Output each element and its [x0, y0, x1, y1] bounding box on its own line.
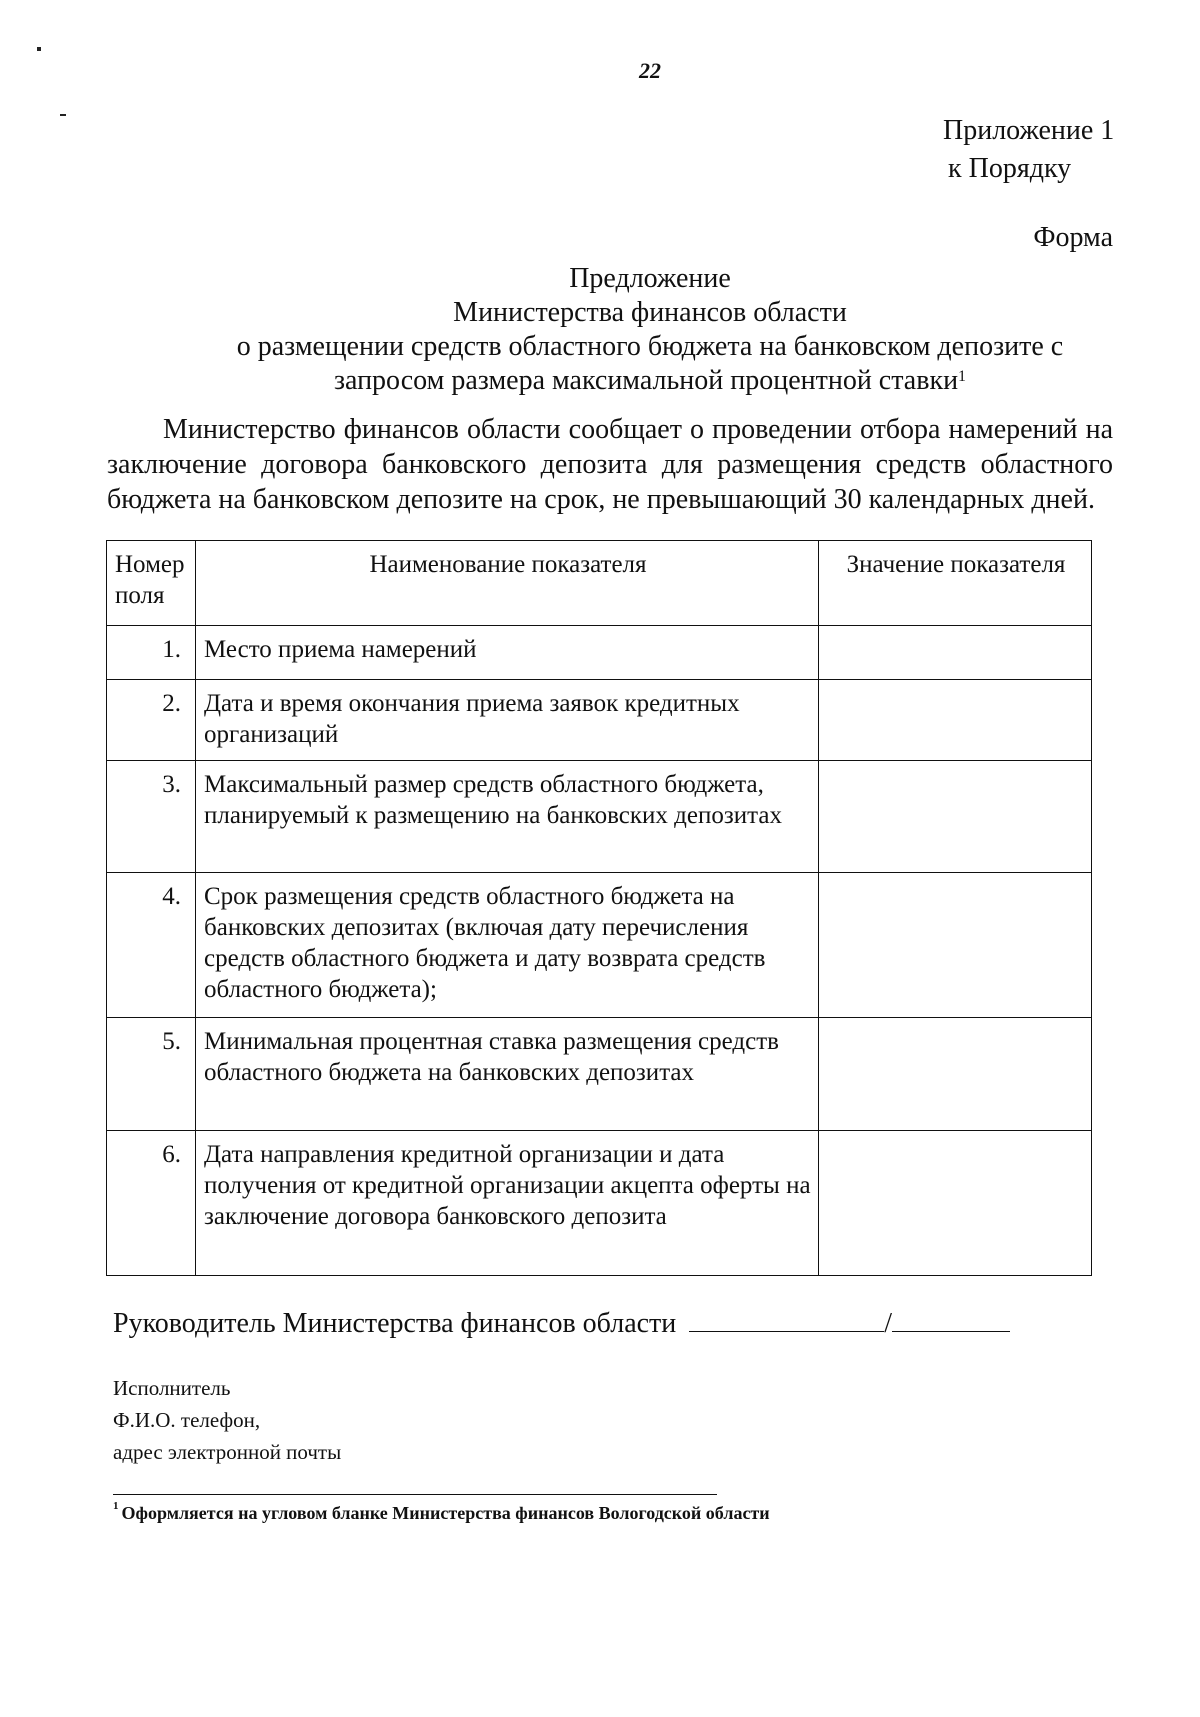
row-indicator-name: Место приема намерений: [196, 626, 819, 680]
row-indicator-name: Срок размещения средств областного бюджета на банковских депозитах (включая дату перечисления средств областного бюджета и дату возврата средств областного бюджета);: [196, 873, 819, 1018]
signature-blank[interactable]: [689, 1305, 884, 1332]
executor-line-1: Исполнитель: [113, 1376, 231, 1400]
intro-paragraph: Министерство финансов области сообщает о проведении отбора намерений на заключение договора банковского депозита для размещения средств областного бюджета на банковском депозите на срок, не превышающий 30 календарных дней.: [107, 414, 1113, 515]
row-indicator-value[interactable]: [819, 1018, 1092, 1131]
table-row: [107, 761, 1092, 873]
signature-separator: /: [884, 1308, 893, 1339]
table-row: [107, 1131, 1092, 1276]
table-row: [107, 1018, 1092, 1131]
footnote-mark: 1: [113, 1500, 119, 1512]
name-blank[interactable]: [892, 1305, 1010, 1332]
title-line-4-text: запросом размера максимальной процентной ставки: [333, 365, 959, 396]
appendix-reference: [943, 112, 1114, 188]
parameters-table: [106, 540, 1092, 1276]
header-field-number: Номер поля: [107, 541, 196, 626]
executor-block: [113, 1372, 341, 1468]
row-indicator-name: Дата направления кредитной организации и дата получения от кредитной организации акцепта оферты на заключение договора банковского депозита: [196, 1131, 819, 1276]
executor-line-2: Ф.И.О. телефон,: [113, 1408, 261, 1432]
title-line-3: о размещении средств областного бюджета на банковском депозите с: [236, 331, 1064, 362]
title-line-4: [100, 364, 1200, 398]
footnote-reference: 1: [958, 368, 967, 385]
row-indicator-name: Минимальная процентная ставка размещения средств областного бюджета на банковских депозитах: [196, 1018, 819, 1131]
table-row: [107, 680, 1092, 761]
signature-label: Руководитель Министерства финансов области: [113, 1308, 677, 1339]
title-line-2: Министерства финансов области: [453, 297, 847, 328]
row-indicator-name: Максимальный размер средств областного бюджета, планируемый к размещению на банковских депозитах: [196, 761, 819, 873]
row-number: 5.: [107, 1018, 196, 1131]
scan-speck: [60, 114, 66, 116]
table-row: [107, 873, 1092, 1018]
header-indicator-name: Наименование показателя: [196, 541, 819, 626]
row-number: 3.: [107, 761, 196, 873]
row-indicator-value[interactable]: [819, 761, 1092, 873]
table-header-row: [107, 541, 1092, 626]
table-row: [107, 626, 1092, 680]
row-indicator-value[interactable]: [819, 873, 1092, 1018]
footnote: [113, 1500, 770, 1524]
row-number: 4.: [107, 873, 196, 1018]
page-number: 22: [639, 58, 661, 83]
row-indicator-value[interactable]: [819, 680, 1092, 761]
appendix-line-2: к Порядку: [948, 153, 1072, 184]
document-title: [100, 262, 1200, 398]
footnote-divider: [113, 1494, 717, 1495]
executor-line-3: адрес электронной почты: [113, 1440, 342, 1464]
row-number: 1.: [107, 626, 196, 680]
title-line-1: Предложение: [569, 263, 731, 294]
row-indicator-value[interactable]: [819, 626, 1092, 680]
row-indicator-name: Дата и время окончания приема заявок кредитных организаций: [196, 680, 819, 761]
row-indicator-value[interactable]: [819, 1131, 1092, 1276]
row-number: 2.: [107, 680, 196, 761]
appendix-line-1: Приложение 1: [943, 115, 1115, 146]
header-indicator-value: Значение показателя: [819, 541, 1092, 626]
signature-line: [113, 1305, 1010, 1340]
scan-speck: [37, 47, 41, 51]
row-number: 6.: [107, 1131, 196, 1276]
footnote-text: Оформляется на угловом бланке Министерства финансов Вологодской области: [121, 1503, 770, 1523]
form-label: Форма: [1033, 222, 1113, 253]
